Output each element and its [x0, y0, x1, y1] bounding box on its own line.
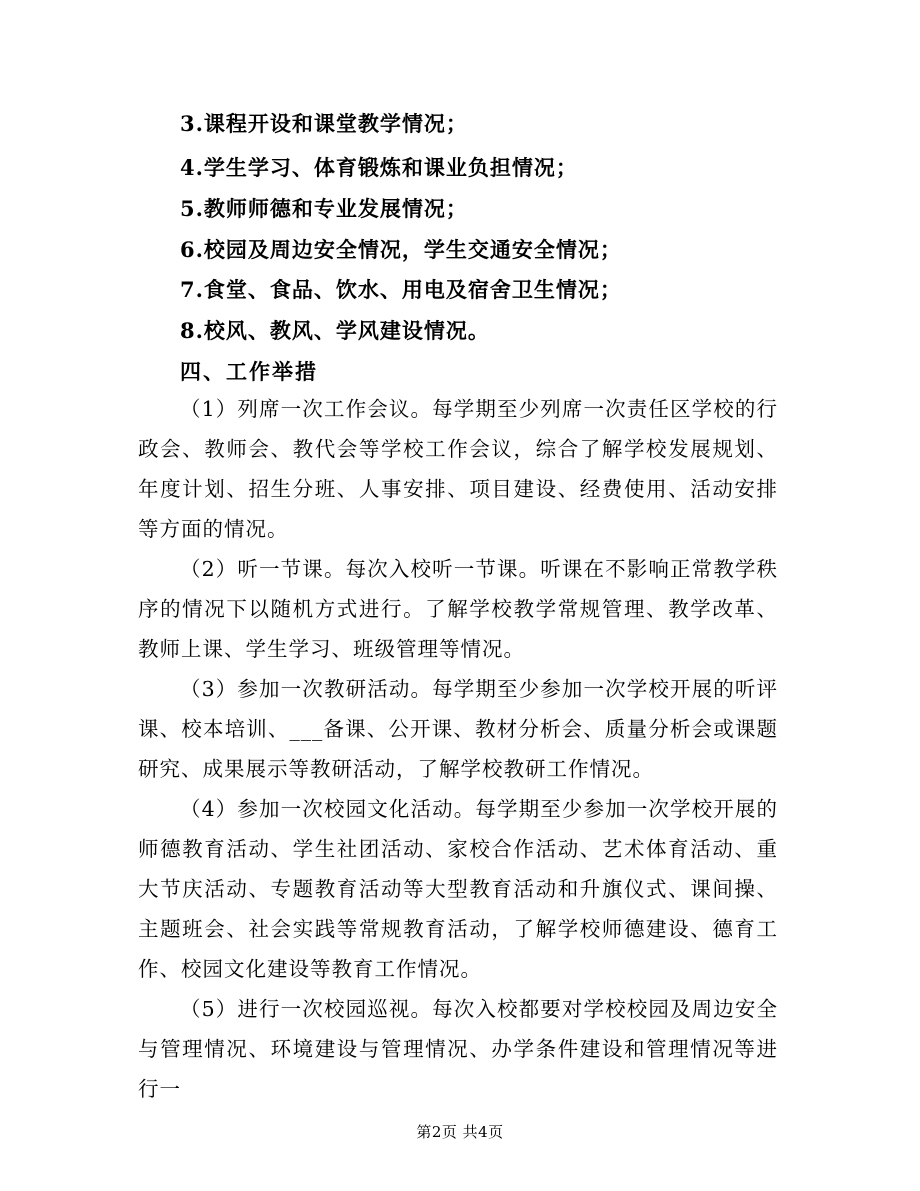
page-number: 第2页 共4页 — [416, 1123, 504, 1141]
paragraph: （1）列席一次工作会议。每学期至少列席一次责任区学校的行政会、教师会、教代会等学校工作会议，综合了解学校发展规划、年度计划、招生分班、人事安排、项目建设、经费使用、活动安排等方面的情况。 — [138, 397, 778, 541]
list-item: 5.教师师德和专业发展情况； — [180, 196, 468, 221]
paragraph: （2）听一节课。每次入校听一节课。听课在不影响正常教学秩序的情况下以随机方式进行。了解学校教学常规管理、教学改革、教师上课、学生学习、班级管理等情况。 — [138, 557, 778, 661]
list-item: 6.校园及周边安全情况，学生交通安全情况； — [180, 237, 622, 262]
section-heading: 四、工作举措 — [180, 359, 318, 384]
list-item: 8.校风、教风、学风建设情况。 — [180, 318, 490, 343]
paragraph: （5）进行一次校园巡视。每次入校都要对学校校园及周边安全与管理情况、环境建设与管理情况、办学条件建设和管理情况等进行一 — [138, 997, 778, 1101]
list-item: 3.课程开设和课堂教学情况； — [180, 111, 468, 136]
paragraph: （4）参加一次校园文化活动。每学期至少参加一次学校开展的师德教育活动、学生社团活动、家校合作活动、艺术体育活动、重大节庆活动、专题教育活动等大型教育活动和升旗仪式、课间操、主题班会、社会实践等常规教育活动，了解学校师德建设、德育工作、校园文化建设等教育工作情况。 — [138, 797, 778, 981]
list-item: 4.学生学习、体育锻炼和课业负担情况； — [180, 155, 578, 180]
paragraph: （3）参加一次教研活动。每学期至少参加一次学校开展的听评课、校本培训、___备课、公开课、教材分析会、质量分析会或课题研究、成果展示等教研活动，了解学校教研工作情况。 — [138, 677, 778, 781]
list-item: 7.食堂、食品、饮水、用电及宿舍卫生情况； — [180, 277, 622, 302]
